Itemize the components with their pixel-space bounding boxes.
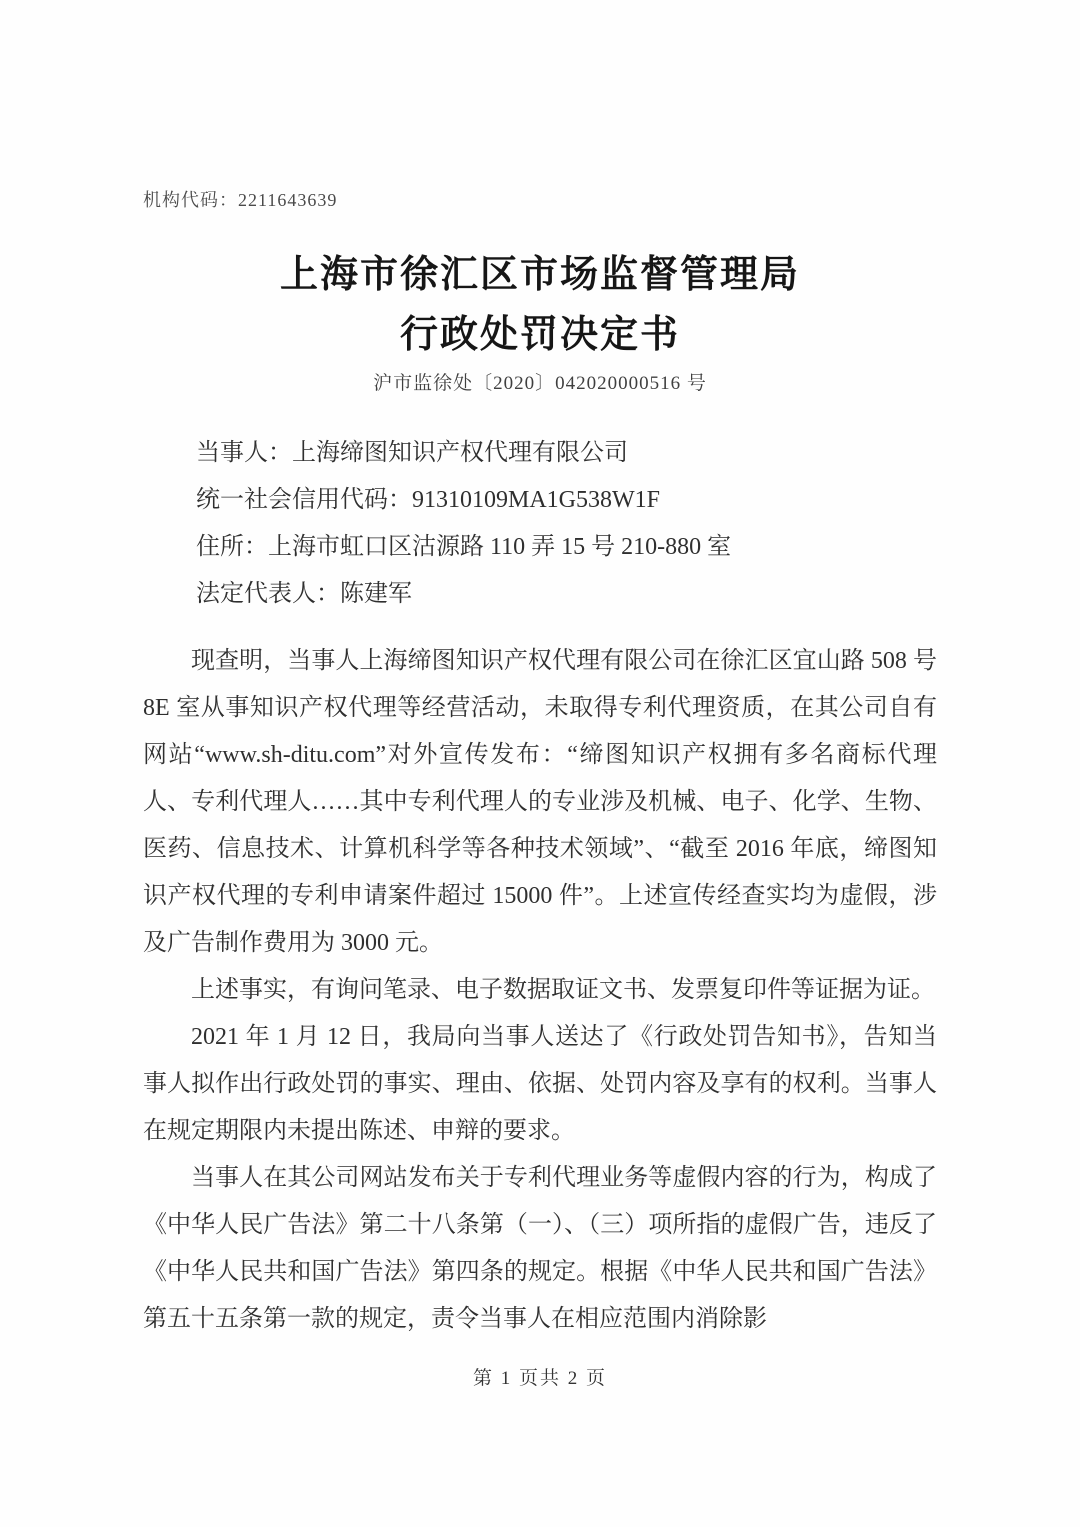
page-number-footer: 第 1 页共 2 页 xyxy=(472,1368,607,1389)
paragraph-findings: 现查明，当事人上海缔图知识产权代理有限公司在徐汇区宜山路 508 号 8E 室从事知识产权代理等经营活动，未取得专利代理资质，在其公司自有网站“www.sh-ditu.com”对外宣传发布：“缔图知识产权拥有多名商标代理人、专利代理人……其中专利代理人的专业涉及机械、电子、化学、生物、医药、信息技术、计算机科学等各种技术领域”、“截至 2016 年底，缔图知识产权代理的专利申请案件超过 15000 件”。上述宣传经查实均为虚假，涉及广告制作费用为 3000 元。 xyxy=(143,648,937,956)
org-code-line: 机构代码：2211643639 xyxy=(143,190,338,210)
paragraph-legal-basis: 当事人在其公司网站发布关于专利代理业务等虚假内容的行为，构成了《中华人民广告法》第二十八条第（一）、（三）项所指的虚假广告，违反了《中华人民共和国广告法》第四条的规定。根据《中华人民共和国广告法》第五十五条第一款的规定，责令当事人在相应范围内消除影 xyxy=(143,1165,937,1332)
document-title-authority: 上海市徐汇区市场监督管理局 xyxy=(279,254,800,296)
party-name-line: 当事人：上海缔图知识产权代理有限公司 xyxy=(196,440,628,466)
document-body xyxy=(143,638,937,1343)
paragraph-evidence: 上述事实，有询问笔录、电子数据取证文书、发票复印件等证据为证。 xyxy=(191,977,935,1003)
credit-code-line: 统一社会信用代码：91310109MA1G538W1F xyxy=(196,487,661,513)
paragraph-notification: 2021 年 1 月 12 日，我局向当事人送达了《行政处罚告知书》，告知当事人拟作出行政处罚的事实、理由、依据、处罚内容及享有的权利。当事人在规定期限内未提出陈述、申辩的要求。 xyxy=(143,1024,937,1144)
document-title-type: 行政处罚决定书 xyxy=(399,314,680,356)
legal-representative-line: 法定代表人：陈建军 xyxy=(196,581,412,607)
address-line: 住所：上海市虹口区沽源路 110 弄 15 号 210-880 室 xyxy=(196,534,732,560)
document-case-number: 沪市监徐处〔2020〕042020000516 号 xyxy=(373,373,707,394)
party-info-block xyxy=(196,430,940,618)
